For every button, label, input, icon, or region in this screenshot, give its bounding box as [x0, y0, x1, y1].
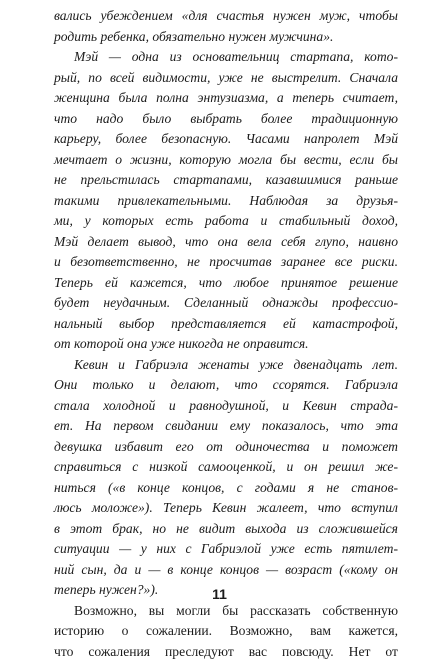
text-line: люсь моложе»). Теперь Кевин жалеет, что вступил: [54, 498, 398, 519]
text-line: не прельстилась стартапами, казавшимися раньше: [54, 170, 398, 191]
body-text: [54, 6, 398, 662]
text-line: что сожаления преследуют вас повсюду. Нет от: [54, 642, 398, 662]
text-line: Они только и делают, что ссорятся. Габриэла: [54, 375, 398, 396]
text-line: ситуации — у них с Габриэлой уже есть пятилет-: [54, 539, 398, 560]
paragraph: [54, 47, 398, 355]
text-line: девушка избавит его от одиночества и поможет: [54, 437, 398, 458]
page-number: 11: [0, 586, 439, 602]
text-line: карьеру, более безопасную. Часами напролет Мэй: [54, 129, 398, 150]
text-line: в этот брак, но не видит выхода из сложившейся: [54, 519, 398, 540]
text-line: женщина была полна энтузиазма, а теперь считает,: [54, 88, 398, 109]
text-line: ми, у которых есть работа и стабильный доход,: [54, 211, 398, 232]
text-line: ний сын, да и — в конце концов — возраст («кому он: [54, 560, 398, 581]
text-line: историю о сожалении. Возможно, вам кажется,: [54, 621, 398, 642]
text-line: вались убеждением «для счастья нужен муж, чтобы: [54, 6, 398, 27]
text-line: что надо было выбрать более традиционную: [54, 109, 398, 130]
text-line: Возможно, вы могли бы рассказать собственную: [54, 601, 398, 622]
text-line: мечтает о жизни, которую могла бы вести, если бы: [54, 150, 398, 171]
paragraph: [54, 355, 398, 601]
text-line: Теперь ей кажется, что любое принятое решение: [54, 273, 398, 294]
text-line: теперь нужен?»).: [54, 580, 398, 601]
text-line: и безответственно, не просчитав заранее все риски.: [54, 252, 398, 273]
text-line: будет неудачным. Сделанный однажды профессио-: [54, 293, 398, 314]
text-line: рый, по всей видимости, уже не выстрелит. Сначала: [54, 68, 398, 89]
text-line: от которой она уже никогда не оправится.: [54, 334, 398, 355]
text-line: Кевин и Габриэла женаты уже двенадцать лет.: [54, 355, 398, 376]
text-line: справиться с низкой самооценкой, и он решил же-: [54, 457, 398, 478]
text-line: ниться («в конце концов, с годами я не станов-: [54, 478, 398, 499]
text-line: такими привлекательными. Наблюдая за друзья-: [54, 191, 398, 212]
text-line: нальный выбор представляется ей катастрофой,: [54, 314, 398, 335]
paragraph: [54, 601, 398, 662]
paragraph: [54, 6, 398, 47]
text-line: ет. На первом свидании ему показалось, что эта: [54, 416, 398, 437]
text-line: Мэй делает вывод, что она вела себя глупо, наивно: [54, 232, 398, 253]
text-line: родить ребенка, обязательно нужен мужчина».: [54, 27, 398, 48]
text-line: стала холодной и равнодушной, и Кевин страда-: [54, 396, 398, 417]
text-line: Мэй — одна из основательниц стартапа, кото-: [54, 47, 398, 68]
